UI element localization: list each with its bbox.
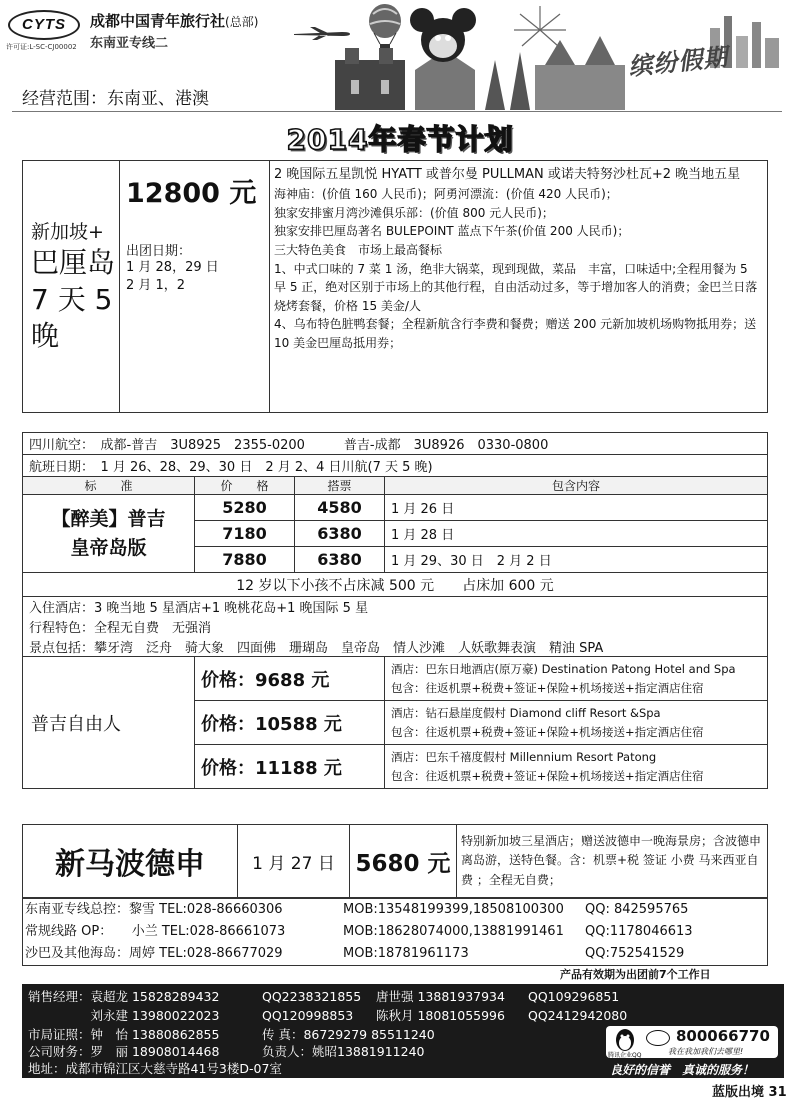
tour-price: 12800 元 [126,178,257,209]
hotel-name: 酒店：巴东日地酒店(原万豪) Destination Patong Hotel and Spa [391,662,736,677]
footer-slogan: 良好的信誉 真诚的服务！ [610,1063,755,1077]
tour-date: 1 月 27 日 [238,825,350,898]
destination-cell [23,161,120,413]
free-price: 价格：11188 元 [195,745,385,789]
validity-note: 产品有效期为出团前7个工作日 [560,968,711,981]
free-detail [385,657,768,701]
content-value: 1 月 26 日 [385,495,768,521]
cartoon-mascot-icon [408,6,478,68]
price-value: 7180 [195,521,295,547]
company-logo: CYTS [8,10,80,40]
contact-mobile: MOB:13548199399,18508100300 [343,902,564,917]
footer-cell: 传 真：86729279 85511240 [262,1027,435,1042]
footer-cell: 刘永建 13980022023 [28,1008,220,1023]
detail-line: 三大特色美食 市场上最高餐标 [274,242,443,257]
detail-line: 4、乌布特色脏鸭套餐；全程新航含行李费和餐费；赠送 200 元新加坡机场购物抵用券；送 10 美金巴厘岛抵用券； [274,317,757,350]
contact-qq: QQ:1178046613 [585,924,693,939]
company-suffix: (总部) [225,15,259,29]
footer-cell: 陈秋月 18081055996 [376,1008,505,1023]
contact-role: 东南亚专线总控：黎雪 TEL:028-86660306 [25,902,283,917]
page-number-label: 蓝版出境 31 [712,1085,787,1100]
free-price: 价格：9688 元 [195,657,385,701]
tour-name: 新马波德申 [23,825,238,898]
package-name-line-2: 皇帝岛版 [70,536,147,559]
footer-cell: 公司财务：罗 丽 18908014468 [28,1044,220,1059]
table-row [23,495,768,521]
company-name [90,10,258,31]
package-name-line-1: 【醉美】普吉 [51,508,166,530]
departure-date: 1 月 28，29 日 [126,260,219,275]
details-cell [270,161,768,413]
contact-mobile: MOB:18628074000,13881991461 [343,924,564,939]
content-value: 1 月 28 日 [385,521,768,547]
free-detail [385,745,768,789]
detail-line: 2 晚国际五星凯悦 HYATT 或普尔曼 PULLMAN 或诺夫特努沙杜瓦+2 晚当地五星 [274,167,741,182]
page-header [0,0,800,115]
contact-mobile: MOB:18781961173 [343,946,469,961]
footer-cell: QQ109296851 [528,989,620,1004]
column-header: 价 格 [195,477,295,495]
business-scope: 经营范围：东南亚、港澳 [22,89,209,109]
line-name: 东南亚专线二 [90,36,169,51]
feature-line: 行程特色：全程无自费 无强消 [23,617,768,637]
phone-circle-icon [646,1030,670,1046]
footer-cell: 负责人：姚昭13881911240 [262,1044,425,1059]
free-detail [385,701,768,745]
flight-dates: 航班日期： 1 月 26、28、29、30 日 2 月 2、4 日川航(7 天 5 晚) [23,455,768,477]
footer-cell: QQ2412942080 [528,1008,628,1023]
enterprise-qq-badge [606,1026,778,1058]
destination-line-2: 巴厘岛 [31,246,116,280]
contacts-box [22,898,768,966]
ticket-value: 6380 [295,521,385,547]
column-header: 搭票 [295,477,385,495]
content-value: 1 月 29、30 日 2 月 2 日 [385,547,768,573]
footer-cell: 唐世强 13881937934 [376,989,505,1004]
ticket-value: 6380 [295,547,385,573]
detail-line: 1、中式口味的 7 菜 1 汤，绝非大锅菜，现到现做，菜品 丰富，口味适中;全程用餐为 5 早 5 正，绝对区别于市场上的其他行程，自由活动过多，等于增加客人的消费；金巴兰日落烧烤套餐，价格 15 美金/人 [274,261,758,313]
contact-qq: QQ: 842595765 [585,902,689,917]
qq-number: 800066770 [676,1027,770,1045]
hotel-name: 酒店：巴东千禧度假村 Millennium Resort Patong [391,750,657,765]
footer-cell: 市局证照：钟 怡 13880862855 [28,1027,220,1042]
free-package-name: 普吉自由人 [23,657,195,789]
landmark-collage-icon [335,30,635,110]
ticket-value: 4580 [295,495,385,521]
sights-line: 景点包括：攀牙湾 泛舟 骑大象 四面佛 珊瑚岛 皇帝岛 情人沙滩 人妖歌舞表演 精油 SPA [23,637,768,657]
included-items: 包含：往返机票+税费+签证+保险+机场接送+指定酒店住宿 [391,768,704,783]
free-price: 价格：10588 元 [195,701,385,745]
phuket-table [22,432,768,789]
company-title: 成都中国青年旅行社 [90,12,226,30]
footer-cell: QQ120998853 [262,1008,354,1023]
contact-row [25,921,765,943]
contact-qq: QQ:752541529 [585,946,685,961]
column-header: 包含内容 [385,477,768,495]
header-divider [12,111,782,112]
qq-label: 腾讯企业QQ [608,1052,642,1059]
table-row [23,825,768,898]
destination-line-1: 新加坡+ [31,220,104,243]
price-value: 5280 [195,495,295,521]
hotel-name: 酒店：钻石悬崖度假村 Diamond cliff Resort &Spa [391,706,661,721]
footer-cell: 销售经理：袁超龙 15828289432 [28,989,220,1004]
contact-row [25,899,765,921]
license-number: 许可证:L-SC-CJ00002 [6,43,77,51]
destination-line-3: 7 天 5 晚 [31,282,113,352]
departure-date: 2 月 1，2 [126,278,186,294]
footer [22,984,784,1078]
detail-line: 独家安排巴厘岛著名 BULEPOINT 蓝点下午茶(价值 200 人民币)； [274,224,630,239]
tour-price: 5680 元 [350,825,457,898]
qq-slogan: 我在我加我们去哪里! [668,1047,744,1056]
price-value: 7880 [195,547,295,573]
hotel-line: 入住酒店：3 晚当地 5 星酒店+1 晚桃花岛+1 晚国际 5 星 [23,597,768,617]
table-row [23,657,768,701]
firework-icon [500,2,580,62]
departure-label: 出团日期： [126,244,192,259]
brand-logo: 缤纷假期 [626,41,730,82]
price-cell [120,161,270,413]
singapore-malaysia-table [22,824,768,898]
contact-role: 常规线路 OP： 小兰 TEL:028-86661073 [25,924,286,939]
included-items: 包含：往返机票+税费+签证+保险+机场接送+指定酒店住宿 [391,724,704,739]
contact-row [25,943,765,965]
child-note: 12 岁以下小孩不占床减 500 元 占床加 600 元 [23,573,768,597]
address: 地址：成都市锦江区大慈寺路41号3楼D-07室 [28,1061,282,1076]
page-title: 2014年春节计划 [286,123,514,156]
contact-role: 沙巴及其他海岛：周婷 TEL:028-86677029 [25,946,283,961]
package-name [23,495,195,573]
detail-line: 独家安排蜜月湾沙滩俱乐部：(价值 800 元人民币)； [274,205,554,220]
detail-line: 海神庙：(价值 160 人民币)；阿勇河漂流：(价值 420 人民币)； [274,187,618,202]
included-items: 包含：往返机票+税费+签证+保险+机场接送+指定酒店住宿 [391,680,704,695]
footer-cell: QQ2238321855 [262,989,362,1004]
column-header: 标 准 [23,477,195,495]
singapore-bali-table [22,160,768,413]
flight-info: 四川航空： 成都-普吉 3U8925 2355-0200 普吉-成都 3U8926 0330-0800 [23,433,768,455]
tour-description: 特别新加坡三星酒店；赠送波德申一晚海景房；含波德申离岛游，送特色餐。含：机票+税 签证 小费 马来西亚自费 ；全程无自费； [457,825,768,898]
